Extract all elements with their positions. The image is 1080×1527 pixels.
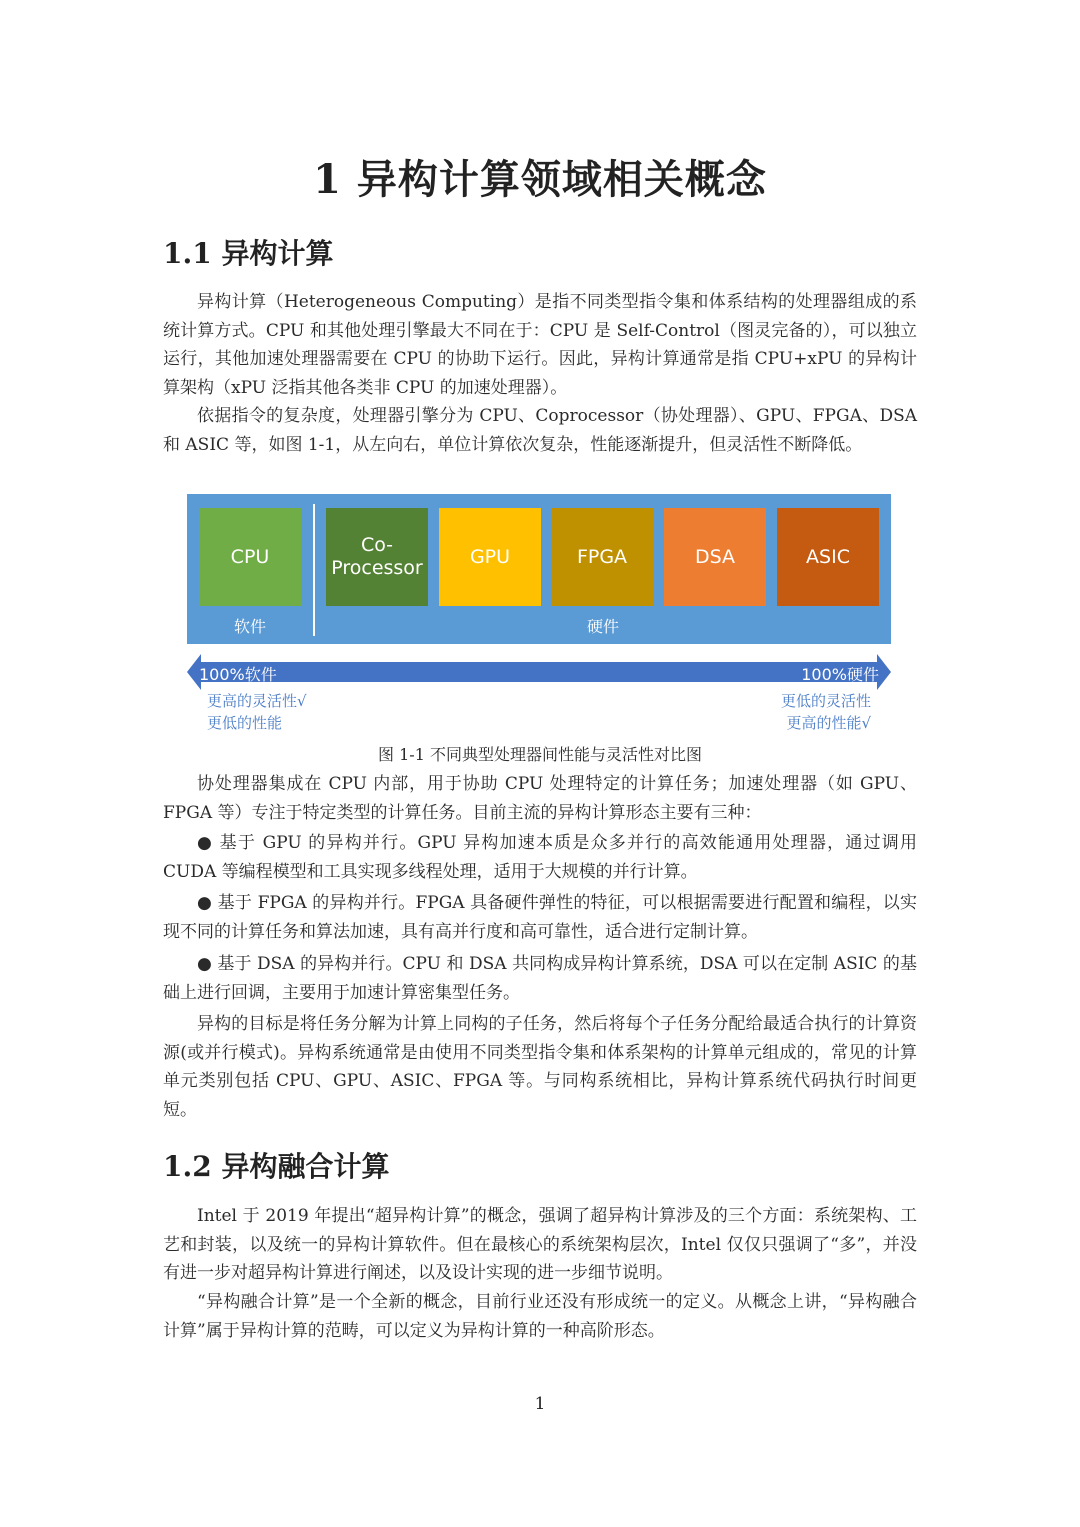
left-notes [207,690,307,734]
paragraph-heterogeneous-goal: 异构的目标是将任务分解为计算上同构的子任务，然后将每个子任务分配给最适合执行的计算资源(或并行模式)。异构系统通常是由使用不同类型指令集和体系架构的计算单元组成的，常见的计算单元类别包括 CPU、GPU、ASIC、FPGA 等。与同构系统相比，异构计算系统代码执行时间更短。 [163,1014,917,1120]
right-notes [781,690,871,734]
box-coprocessor-line2: Processor [331,557,423,579]
page-number: 1 [534,1394,546,1414]
paragraph-processor-classification: 依据指令的复杂度，处理器引擎分为 CPU、Coprocessor（协处理器）、GPU、FPGA、DSA 和 ASIC 等，如图 1-1，从左向右，单位计算依次复杂，性能逐渐提升，但灵活性不断降低。 [163,406,917,455]
box-gpu-label: GPU [469,545,511,568]
bullet-fpga-text: 基于 FPGA 的异构并行。FPGA 具备硬件弹性的特征，可以根据需要进行配置和编程，以实现不同的计算任务和算法加速，具有高并行度和高可靠性，适合进行定制计算。 [163,893,917,942]
figure-processor-comparison [187,494,891,736]
double-arrow-icon [187,654,891,690]
section-heading-1-2: 1.2 异构融合计算 [163,1150,390,1183]
box-dsa-label: DSA [694,545,736,568]
bullet-fpga [163,889,917,946]
box-dsa [664,508,766,606]
bullet-icon: ● [197,893,213,913]
box-fpga [551,508,653,606]
hardware-label: 硬件 [586,617,619,636]
chapter-title: 1 异构计算领域相关概念 [313,156,767,203]
paragraph-coprocessor: 协处理器集成在 CPU 内部，用于协助 CPU 处理特定的计算任务；加速处理器（如 GPU、FPGA 等）专注于特定类型的计算任务。目前主流的异构计算形态主要有三种： [163,774,917,823]
box-coprocessor-line1: Co- [360,534,394,556]
box-coprocessor [326,508,428,606]
paragraph-heterogeneous-definition: 异构计算（Heterogeneous Computing）是指不同类型指令集和体系结构的处理器组成的系统计算方式。CPU 和其他处理引擎最大不同在于：CPU 是 Self-Control（图灵完备的），可以独立运行，其他加速处理器需要在 CPU 的协助下运行。因此，异构计算通常是指 CPU+xPU 的异构计算架构（xPU 泛指其他各类非 CPU 的加速处理器）。 [163,292,917,398]
left-note-flexibility: 更高的灵活性√ [207,692,307,710]
paragraph-fusion-computing: “异构融合计算”是一个全新的概念，目前行业还没有形成统一的定义。从概念上讲，“异构融合计算”属于异构计算的范畴，可以定义为异构计算的一种高阶形态。 [163,1292,917,1341]
right-note-flexibility: 更低的灵活性 [780,692,871,710]
left-note-performance: 更低的性能 [207,714,283,732]
arrow-right-label: 100%硬件 [801,665,879,684]
box-asic-label: ASIC [806,545,850,568]
box-fpga-label: FPGA [576,545,628,568]
bullet-dsa [163,950,917,1007]
box-asic [777,508,879,606]
section-heading-1-1: 1.1 异构计算 [163,237,334,270]
software-label: 软件 [233,617,266,636]
box-coprocessor-label [331,534,423,580]
bullet-icon: ● [197,833,214,853]
arrow-left-label: 100%软件 [199,665,277,684]
box-gpu [439,508,541,606]
bullet-gpu [163,829,917,886]
paragraph-intel-super-heterogeneous: Intel 于 2019 年提出“超异构计算”的概念，强调了超异构计算涉及的三个方面：系统架构、工艺和封装，以及统一的异构计算软件。但在最核心的系统架构层次，Intel 仅仅只强调了“多”，并没有进一步对超异构计算进行阐述，以及设计实现的进一步细节说明。 [163,1206,917,1283]
bullet-dsa-text: 基于 DSA 的异构并行。CPU 和 DSA 共同构成异构计算系统，DSA 可以在定制 ASIC 的基础上进行回调，主要用于加速计算密集型任务。 [163,954,917,1003]
box-cpu [199,508,301,606]
figure-caption: 图 1-1 不同典型处理器间性能与灵活性对比图 [378,745,702,764]
box-cpu-label: CPU [230,545,270,568]
bullet-icon: ● [197,954,212,974]
right-note-performance: 更高的性能√ [786,714,871,732]
bullet-gpu-text: 基于 GPU 的异构并行。GPU 异构加速本质是众多并行的高效能通用处理器，通过调用 CUDA 等编程模型和工具实现多线程处理，适用于大规模的并行计算。 [163,833,917,882]
